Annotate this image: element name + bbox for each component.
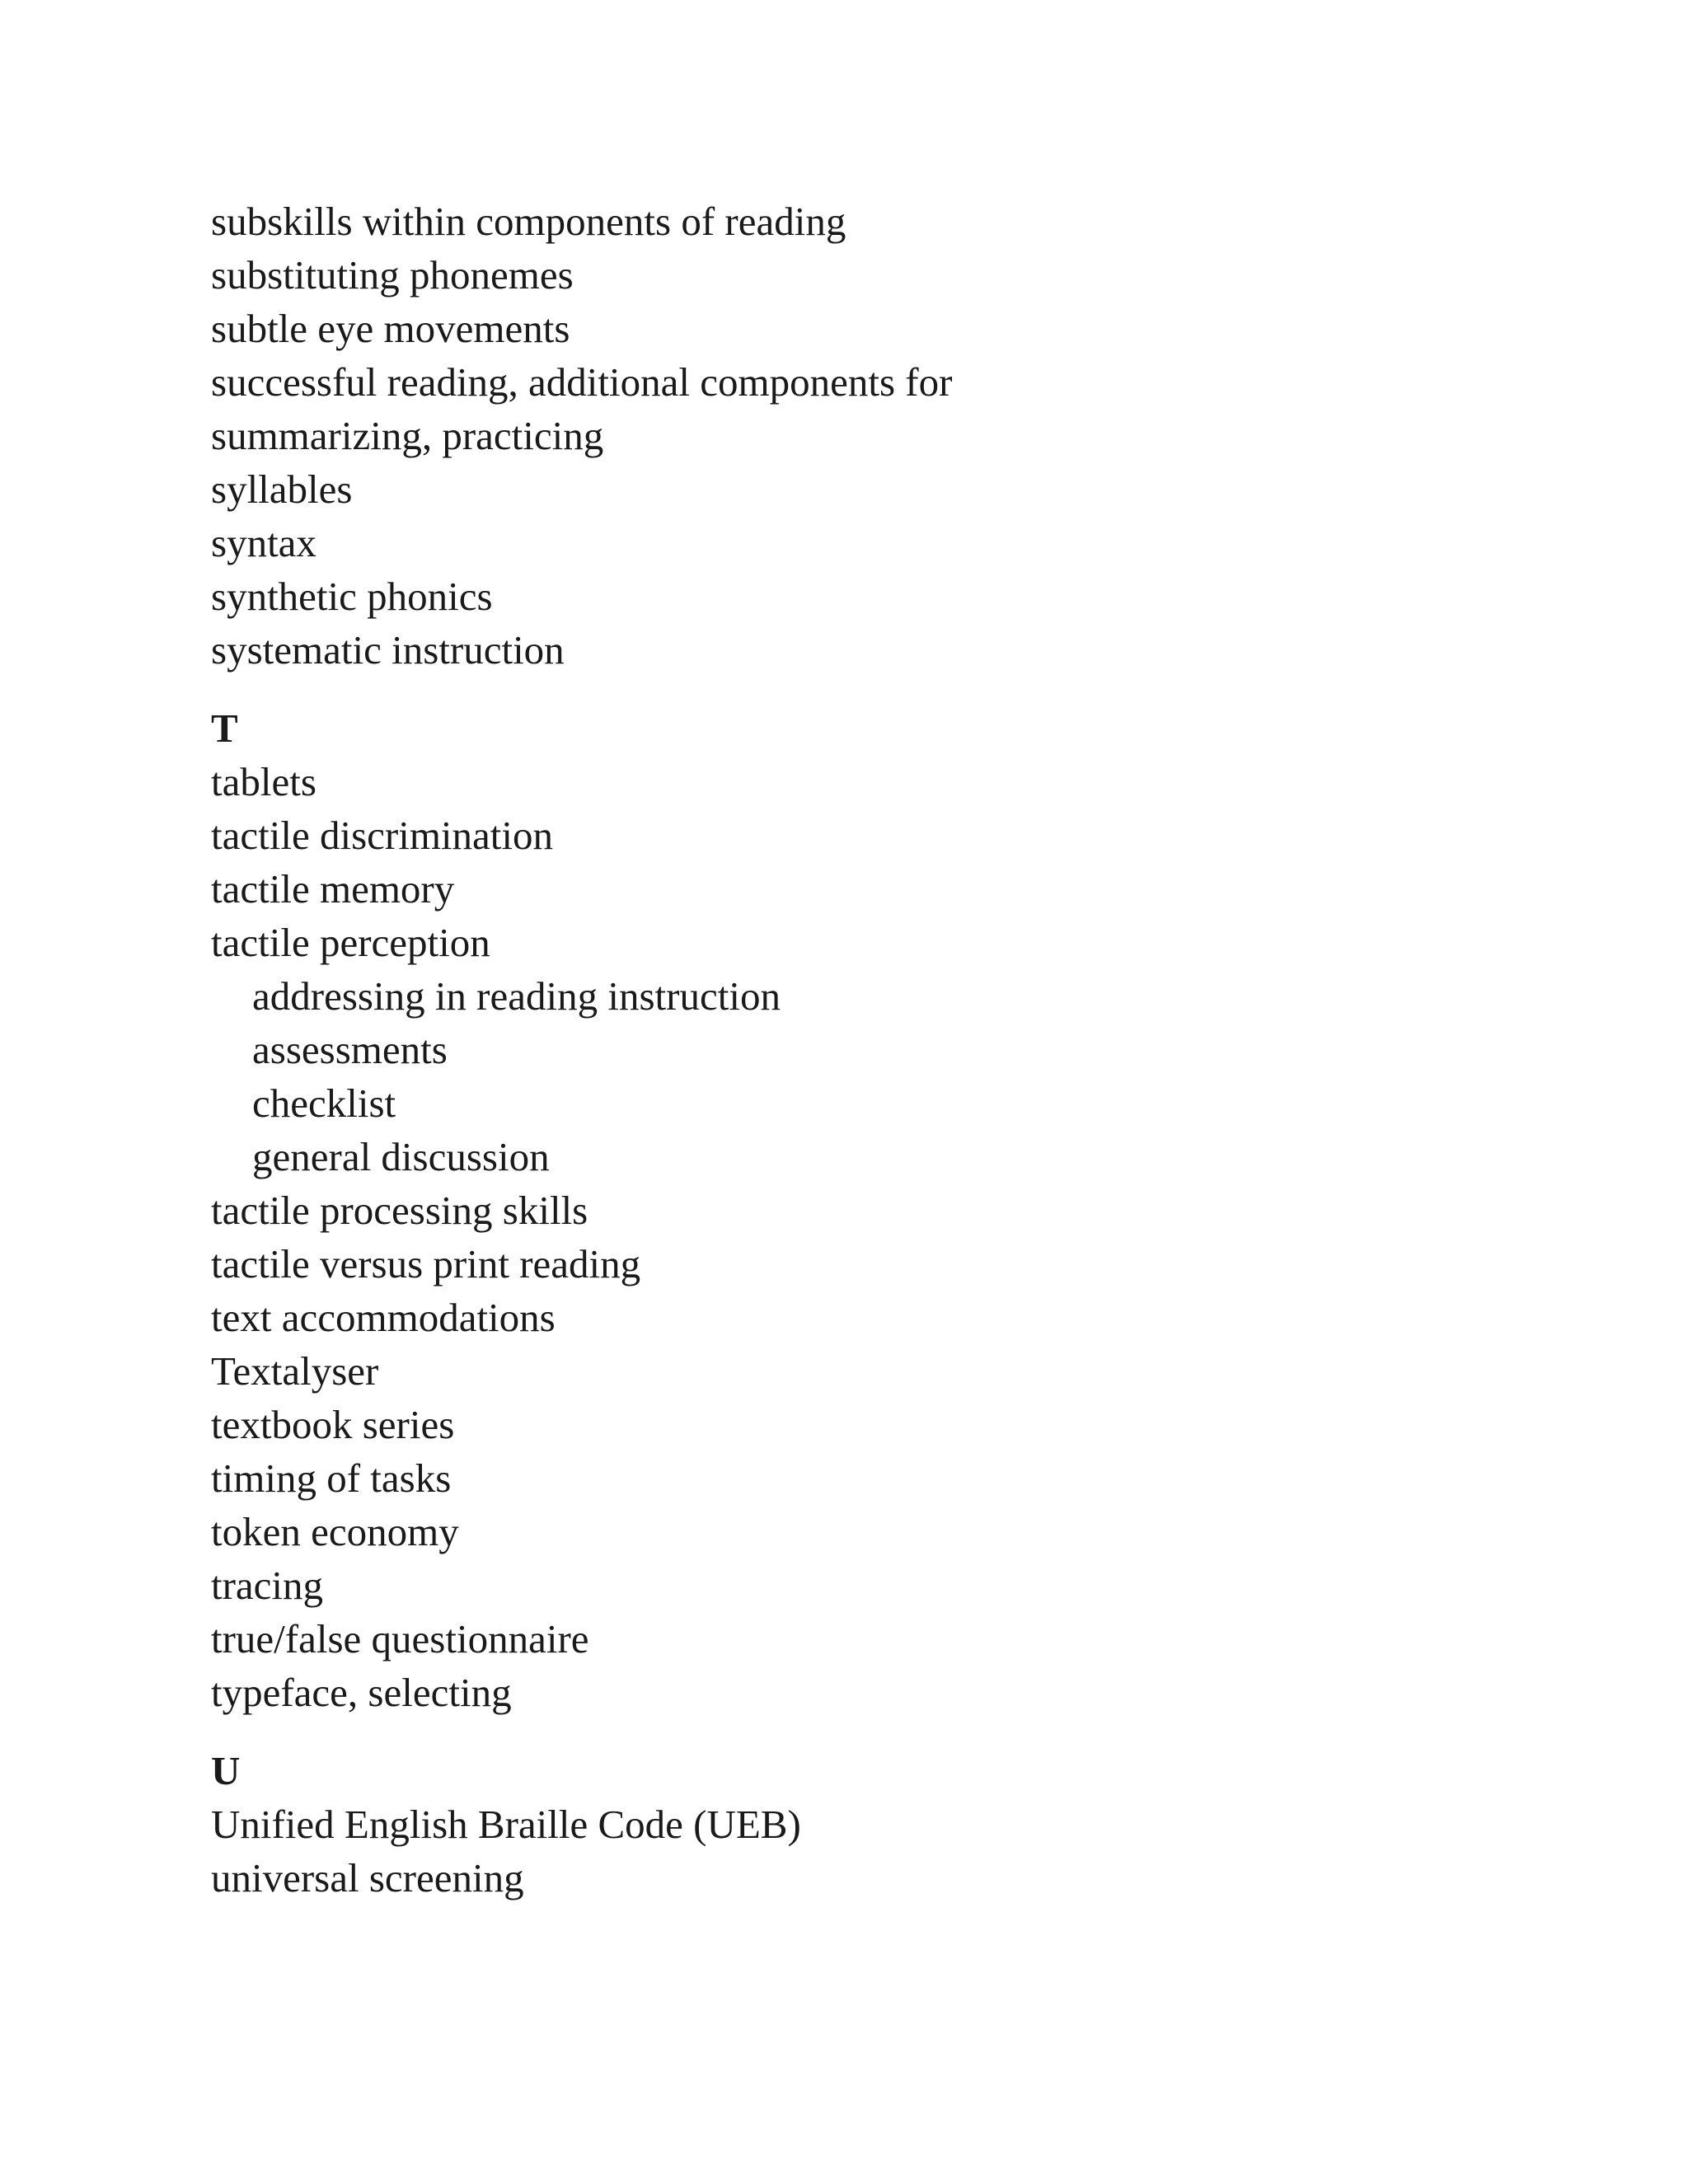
index-entry: syntax [211,520,316,565]
index-section-u [211,1744,1530,1905]
index-entry: token economy [211,1509,459,1554]
index-entry: subtle eye movements [211,306,570,351]
index-entry: systematic instruction [211,627,565,673]
index-entry: synthetic phonics [211,574,493,619]
index-page [211,194,1530,1905]
index-entry: tactile processing skills [211,1188,588,1233]
index-entry: Unified English Braille Code (UEB) [211,1802,801,1847]
index-entry: successful reading, additional components for [211,359,953,405]
index-letter-heading-t: T [211,705,238,751]
index-entry: syllables [211,466,353,512]
index-section-s-continued [211,194,1530,677]
index-subentry: addressing in reading instruction [252,973,781,1019]
index-entry: textbook series [211,1402,455,1447]
index-subentry: checklist [252,1080,396,1126]
index-entry: tactile discrimination [211,813,554,858]
index-entry: tablets [211,759,316,804]
index-entry: timing of tasks [211,1455,452,1501]
index-entry: summarizing, practicing [211,413,604,458]
index-section-t [211,701,1530,1719]
index-entry: universal screening [211,1855,524,1900]
index-entry: tracing [211,1563,324,1608]
index-entry: Textalyser [211,1348,379,1394]
index-entry: text accommodations [211,1295,556,1340]
index-entry: tactile memory [211,866,455,912]
index-entry: tactile perception [211,920,490,965]
index-entry: typeface, selecting [211,1670,512,1715]
index-entry: tactile versus print reading [211,1241,641,1286]
index-letter-heading-u: U [211,1748,241,1793]
index-subentry: assessments [252,1027,448,1072]
index-subentry: general discussion [252,1134,550,1179]
index-entry: true/false questionnaire [211,1616,589,1661]
index-entry: substituting phonemes [211,252,574,298]
index-entry: subskills within components of reading [211,199,846,244]
